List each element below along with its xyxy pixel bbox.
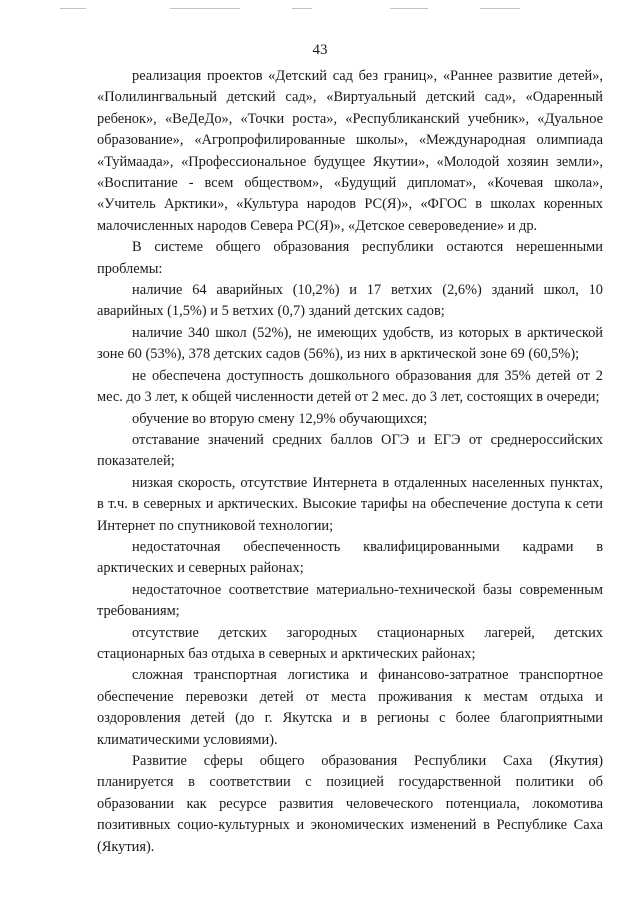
document-body — [97, 66, 603, 858]
paragraph-schools-without-amenities: наличие 340 школ (52%), не имеющих удобств, из которых в арктической зоне 60 (53%), 378 детских садов (56%), из них в арктической зоне 69 (60,5%); — [97, 324, 603, 363]
paragraph-staffing: недостаточная обеспеченность квалифицированными кадрами в арктических и северных районах; — [97, 538, 603, 577]
paragraph-emergency-buildings: наличие 64 аварийных (10,2%) и 17 ветхих (2,6%) зданий школ, 10 аварийных (1,5%) и 5 ветхих (0,7) зданий детских садов; — [97, 282, 603, 320]
page-number: 43 — [312, 42, 328, 58]
paragraph-internet-access: низкая скорость, отсутствие Интернета в отдаленных населенных пунктах, в т.ч. в северных и арктических. Высокие тарифы на обеспечение доступа к сети Интернет по спутниковой технологии; — [97, 474, 603, 534]
paragraph-problems-intro: В системе общего образования республики остаются нерешенными проблемы: — [97, 239, 603, 277]
scan-header-artifact — [60, 8, 560, 12]
paragraph-exam-scores: отставание значений средних баллов ОГЭ и ЕГЭ от среднероссийских показателей; — [97, 431, 603, 470]
paragraph-preschool-access: не обеспечена доступность дошкольного образования для 35% детей от 2 мес. до 3 лет, к общей численности детей от 2 мес. до 3 лет, состоящих в очереди; — [97, 367, 603, 406]
paragraph-development-policy: Развитие сферы общего образования Республики Саха (Якутия) планируется в соответствии с позицией государственной политики об образовании как ресурсе развития человеческого потенциала, локомотива позитивных социо-культурных и экономических изменений в Республике Саха (Якутия). — [97, 753, 603, 855]
paragraph-projects-list: реализация проектов «Детский сад без границ», «Раннее развитие детей», «Полилингвальный детский сад», «Виртуальный детский сад», «Одаренный ребенок», «ВеДеДо», «Точки роста», «Республиканский учебник», «Дуальное образование», «Агропрофилированные школы», «Международная олимпиада «Туймаада», «Профессиональное будущее Якутии», «Молодой хозяин земли», «Воспитание - всем обществом», «Будущий дипломат», «Кочевая школа», «Учитель Арктики», «Культура народов РС(Я)», «ФГОС в школах коренных малочисленных народов Севера РС(Я)», «Детское североведение» и др. — [97, 68, 603, 234]
paragraph-second-shift: обучение во вторую смену 12,9% обучающихся; — [132, 410, 428, 427]
paragraph-summer-camps: отсутствие детских загородных стационарных лагерей, детских стационарных баз отдыха в северных и арктических районах; — [97, 624, 603, 662]
paragraph-material-base: недостаточное соответствие материально-технической базы современным требованиям; — [97, 581, 603, 620]
paragraph-transport-logistics: сложная транспортная логистика и финансово-затратное транспортное обеспечение перевозки детей от места проживания к местам отдыха и оздоровления детей (до г. Якутска и в регионы с более благоприятными климатическими условиями). — [97, 667, 603, 748]
